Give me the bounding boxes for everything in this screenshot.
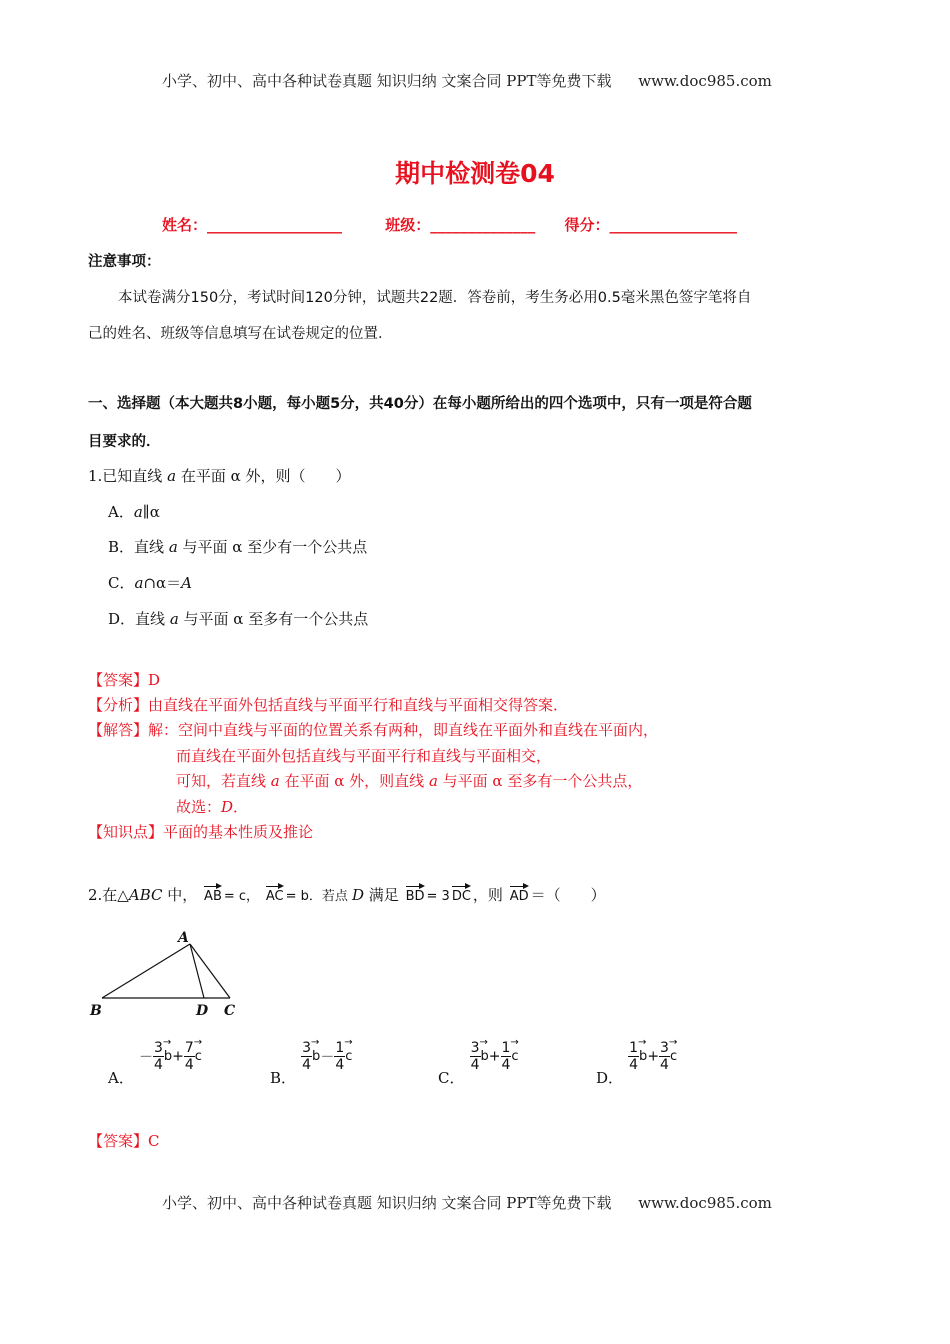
q2-point-d: D [352, 886, 365, 904]
segment-ad [190, 944, 204, 998]
vector-b: b → [639, 1049, 647, 1064]
denominator: 4 [660, 1057, 669, 1073]
vector-b: b → [164, 1049, 172, 1064]
page-footer [162, 1192, 772, 1213]
triangle-figure [84, 926, 254, 1022]
notice-heading: 注意事项： [88, 254, 161, 270]
q2-text: ，则 [472, 886, 503, 904]
answer-tag: 【答案】 [88, 671, 149, 689]
vector-c: c → [511, 1049, 518, 1064]
vector-ab: AB [204, 885, 222, 904]
section1-line-2: 目要求的． [88, 434, 161, 450]
numerator: 3 [153, 1040, 163, 1056]
option-text: ∩α＝ [143, 574, 182, 592]
operator: + [647, 1048, 660, 1065]
q1-solution-3 [176, 770, 642, 791]
option-label: C． [108, 574, 135, 592]
option-var: a [134, 574, 144, 592]
knowledge-tag: 【知识点】 [88, 823, 164, 841]
denominator: 4 [335, 1057, 345, 1073]
solution-text: 与平面 α 至多有一个公共点， [437, 772, 643, 790]
q1-option-b[interactable] [108, 536, 367, 557]
option-text: 与平面 α 至少有一个公共点 [177, 538, 368, 556]
section1-line-1: 一、选择题（本大题共8小题，每小题5分，共40分）在每小题所给出的四个选项中，只有一项是符合题 [88, 396, 752, 412]
q1-answer [88, 669, 160, 690]
numerator: 3 [302, 1040, 312, 1056]
label-b: B [90, 1003, 102, 1019]
denominator: 4 [501, 1057, 511, 1073]
solution-tag: 【解答】 [88, 721, 149, 739]
denominator: 4 [629, 1057, 639, 1073]
solution-text: 解：空间中直线与平面的位置关系有两种，即直线在平面外和直线在平面内， [148, 721, 659, 739]
option-var: a [168, 538, 178, 556]
answer-tag: 【答案】 [88, 1132, 149, 1150]
vector-ac: AC [266, 885, 284, 904]
q1-option-a[interactable] [108, 501, 160, 522]
solution-text: 在平面 α 外，则直线 [279, 772, 429, 790]
page-title: 期中检测卷04 [395, 159, 555, 188]
solution-var: D [221, 798, 234, 816]
numerator: 3 [470, 1040, 480, 1056]
score-field[interactable]: _________________ [609, 216, 738, 234]
student-info-row [162, 214, 737, 235]
vector-b: b → [312, 1049, 320, 1064]
option-var: a [133, 503, 143, 521]
q1-knowledge [88, 821, 313, 842]
footer-text: 小学、初中、高中各种试卷真题 知识归纳 文案合同 PPT等免费下载 [162, 1194, 612, 1212]
analysis-tag: 【分析】 [88, 696, 149, 714]
solution-var: a [428, 772, 438, 790]
knowledge-text: 平面的基本性质及推论 [163, 823, 314, 841]
class-field[interactable]: ______________ [430, 216, 536, 234]
triangle-lines [102, 944, 230, 998]
q1-solution-1 [88, 719, 658, 740]
numerator: 1 [629, 1040, 639, 1056]
option-text: 与平面 α 至多有一个公共点 [178, 610, 369, 628]
notice-line-1: 本试卷满分150分，考试时间120分钟，试题共22题．答卷前，考生务必用0.5毫米黑色签字笔将自 [118, 290, 752, 306]
denominator: 4 [470, 1057, 480, 1073]
answer-value: D [148, 671, 161, 689]
numerator: 7 [184, 1040, 194, 1056]
option-label: A． [108, 1069, 134, 1087]
class-label: 班级： [385, 216, 431, 234]
operator: + [172, 1048, 184, 1065]
option-text: ∥α [142, 503, 160, 521]
vector-c: c → [195, 1049, 202, 1064]
notice-line-2: 己的姓名、班级等信息填写在试卷规定的位置． [88, 326, 393, 342]
q2-text: 中， [162, 886, 198, 904]
q2-text: = 3 [426, 889, 450, 904]
sign: － [138, 1049, 153, 1066]
name-label: 姓名： [162, 216, 208, 234]
vector-bd: BD [406, 885, 425, 904]
q1-stem-post: 在平面 α 外，则（ ） [176, 467, 351, 485]
operator: － [320, 1049, 335, 1066]
header-site[interactable]: www.doc985.com [638, 72, 772, 90]
q2-text: = b．若点 [285, 889, 352, 904]
score-label: 得分： [564, 216, 610, 234]
q2-answer [88, 1130, 160, 1151]
numerator: 1 [335, 1040, 345, 1056]
q1-option-d[interactable] [108, 608, 368, 629]
label-a: A [178, 930, 189, 946]
vector-c: c → [345, 1049, 352, 1064]
q2-triangle: ABC [128, 886, 163, 904]
q2-option-c[interactable] [438, 1040, 519, 1088]
vector-dc: DC [452, 885, 471, 904]
solution-text: 故选： [176, 798, 222, 816]
option-label: B． [108, 538, 135, 556]
q2-option-d[interactable] [596, 1040, 677, 1088]
q2-option-b[interactable] [270, 1040, 352, 1088]
option-label: C． [438, 1069, 465, 1087]
q1-solution-2: 而直线在平面外包括直线与平面平行和直线与平面相交， [176, 747, 552, 765]
denominator: 4 [153, 1057, 163, 1073]
option-text: 直线 [135, 610, 170, 628]
vector-b: b → [481, 1049, 489, 1064]
vector-c: c → [670, 1049, 677, 1064]
q2-num: 2.在△ [88, 886, 129, 904]
q1-analysis [88, 694, 568, 715]
header-text: 小学、初中、高中各种试卷真题 知识归纳 文案合同 PPT等免费下载 [162, 72, 612, 90]
page-header [162, 70, 772, 91]
q2-option-a[interactable] [108, 1040, 202, 1088]
q1-stem-var: a [167, 467, 177, 485]
option-label: A． [108, 503, 134, 521]
analysis-text: 由直线在平面外包括直线与平面平行和直线与平面相交得答案． [148, 696, 569, 714]
solution-text: 可知，若直线 [176, 772, 271, 790]
q2-text: = c， [223, 889, 260, 904]
option-var: A [181, 574, 192, 592]
option-label: D． [108, 610, 136, 628]
q1-stem-pre: 1.已知直线 [88, 467, 168, 485]
q2-stem [88, 884, 606, 905]
vector-ad: AD [510, 885, 529, 904]
label-c: C [224, 1003, 236, 1019]
q1-stem [88, 465, 350, 486]
q2-text: ＝（ ） [530, 886, 606, 904]
numerator: 1 [501, 1040, 511, 1056]
operator: + [488, 1048, 501, 1065]
q2-text: 满足 [364, 886, 399, 904]
option-label: B． [270, 1069, 297, 1087]
name-field[interactable]: __________________ [207, 216, 343, 234]
side-ab [102, 944, 190, 998]
denominator: 4 [184, 1057, 194, 1073]
denominator: 4 [302, 1057, 312, 1073]
option-label: D． [596, 1069, 624, 1087]
answer-value: C [148, 1132, 160, 1150]
label-d: D [196, 1003, 209, 1019]
solution-text: ． [233, 798, 249, 816]
footer-site[interactable]: www.doc985.com [638, 1194, 772, 1212]
solution-var: a [270, 772, 280, 790]
option-text: 直线 [134, 538, 169, 556]
side-ac [190, 944, 230, 998]
option-var: a [169, 610, 179, 628]
numerator: 3 [660, 1040, 669, 1056]
q1-option-c[interactable] [108, 572, 192, 593]
q1-solution-4 [176, 796, 248, 817]
